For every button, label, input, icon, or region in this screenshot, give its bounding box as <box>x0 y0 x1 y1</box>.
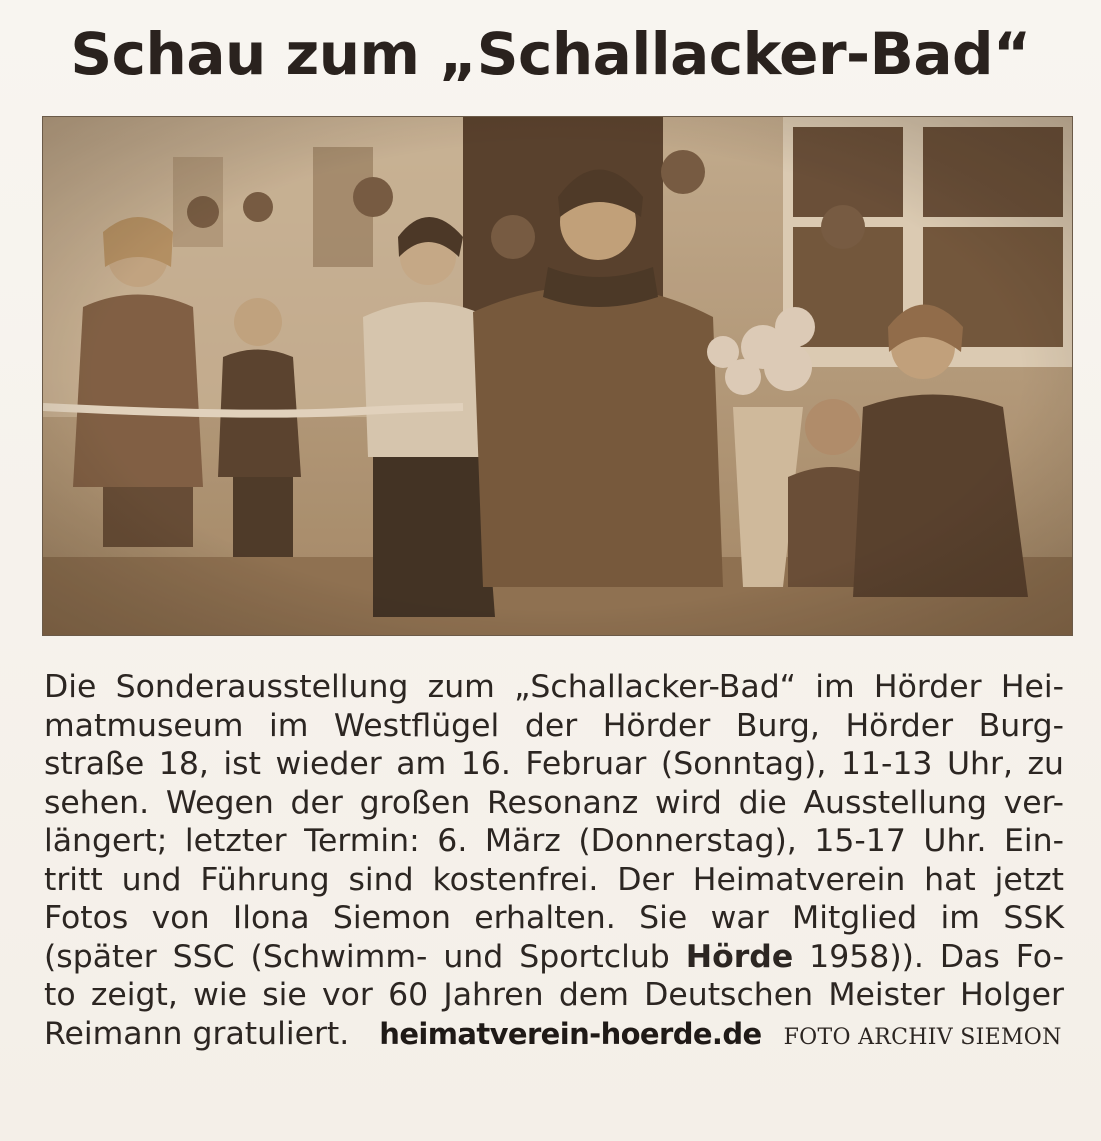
historic-photo <box>42 116 1073 636</box>
photo-credit: FOTO ARCHIV SIEMON <box>783 1024 1062 1050</box>
article-line: längert; letzter Termin: 6. März (Donnerstag), 15-17 Uhr. Ein- <box>44 823 1064 859</box>
headline: Schau zum „Schallacker-Bad“ <box>70 20 1031 88</box>
location-bold: Hörde <box>685 938 794 975</box>
photo-illustration <box>43 117 1072 635</box>
line8-pre: (später SSC (Schwimm- und Sportclub <box>44 938 686 975</box>
article-line: to zeigt, wie sie vor 60 Jahren dem Deutschen Meister Holger <box>44 977 1064 1013</box>
article-line: Fotos von Ilona Siemon erhalten. Sie war Mitglied im SSK <box>44 900 1064 936</box>
article-line: matmuseum im Westflügel der Hörder Burg, Hörder Burg- <box>44 707 1064 744</box>
article-line-mixed <box>44 938 1064 977</box>
article-last-line <box>44 1015 1064 1054</box>
line8-post: 1958)). Das Fo- <box>793 938 1064 975</box>
website-link[interactable]: heimatverein-hoerde.de <box>379 1016 762 1051</box>
closing-sentence: Reimann gratuliert. <box>44 1015 350 1052</box>
article-line: tritt und Führung sind kostenfrei. Der Heimatverein hat jetzt <box>44 861 1064 898</box>
article-line: straße 18, ist wieder am 16. Februar (Sonntag), 11-13 Uhr, zu <box>44 746 1064 782</box>
article-line: Die Sonderausstellung zum „Schallacker-Bad“ im Hörder Hei- <box>44 669 1064 705</box>
article-line: sehen. Wegen der großen Resonanz wird die Ausstellung ver- <box>44 784 1064 821</box>
article-body <box>44 668 1064 1053</box>
